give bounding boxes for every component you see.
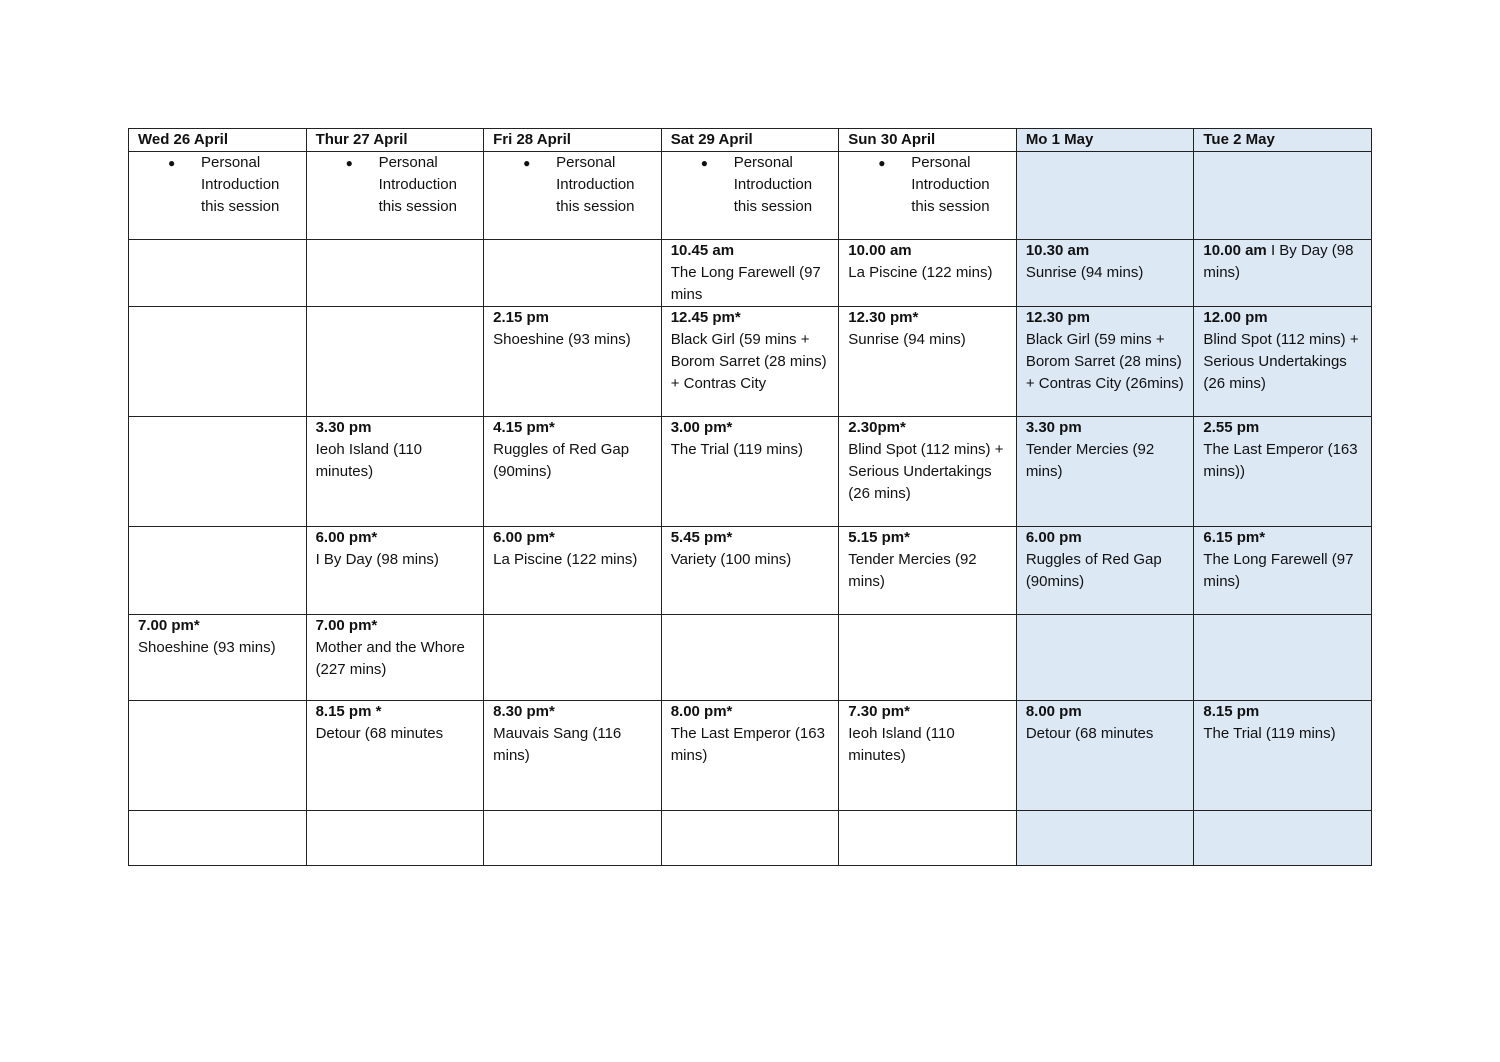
schedule-cell xyxy=(484,417,662,527)
screening-time: 8.15 pm xyxy=(1203,703,1260,720)
film-title: The Last Emperor (163 mins)) xyxy=(1203,441,1358,480)
film-title: Variety (100 mins) xyxy=(670,551,792,568)
schedule-cell xyxy=(306,417,484,527)
film-title: La Piscine (122 mins) xyxy=(848,264,993,281)
schedule-cell xyxy=(1194,240,1372,307)
film-title: Shoeshine (93 mins) xyxy=(138,639,276,656)
film-title: Ruggles of Red Gap (90mins) xyxy=(493,441,630,480)
screening-time: 3.30 pm xyxy=(315,419,372,436)
schedule-cell xyxy=(839,152,1017,240)
film-title: Ruggles of Red Gap (90mins) xyxy=(1025,551,1162,590)
schedule-cell xyxy=(1016,811,1194,866)
schedule-cell xyxy=(1016,152,1194,240)
film-title: I By Day (98 mins) xyxy=(1203,242,1354,281)
screening-time: 6.15 pm* xyxy=(1203,529,1266,546)
film-title: Mother and the Whore (227 mins) xyxy=(315,639,465,678)
schedule-cell xyxy=(661,240,839,307)
film-title: Black Girl (59 mins + Borom Sarret (28 mins) + Contras City (26mins) xyxy=(1025,331,1184,392)
screening-time: 10.00 am xyxy=(848,242,912,259)
schedule-cell xyxy=(1016,701,1194,811)
day-header: Wed 26 April xyxy=(129,129,307,152)
film-title: The Last Emperor (163 mins) xyxy=(670,725,825,764)
schedule-cell xyxy=(1016,527,1194,615)
schedule-cell xyxy=(1194,615,1372,701)
schedule-cell xyxy=(839,240,1017,307)
schedule-cell xyxy=(1194,307,1372,417)
screening-time: 10.45 am xyxy=(670,242,735,259)
schedule-cell xyxy=(129,527,307,615)
screening-time: 5.45 pm* xyxy=(670,529,733,546)
bullet-text: Personal Introduction this session xyxy=(201,154,280,215)
bullet-item xyxy=(848,152,1007,218)
schedule-cell xyxy=(661,307,839,417)
schedule-cell xyxy=(839,527,1017,615)
screening-time: 6.00 pm* xyxy=(493,529,555,546)
schedule-cell xyxy=(484,527,662,615)
schedule-cell xyxy=(306,615,484,701)
table-row xyxy=(129,307,1372,417)
film-title: Ieoh Island (110 minutes) xyxy=(315,441,423,480)
schedule-cell xyxy=(484,307,662,417)
schedule-cell xyxy=(129,307,307,417)
film-schedule-table xyxy=(128,128,1372,866)
schedule-cell xyxy=(1194,701,1372,811)
schedule-cell xyxy=(1016,417,1194,527)
schedule-cell xyxy=(306,811,484,866)
screening-time: 5.15 pm* xyxy=(848,529,910,546)
schedule-cell xyxy=(839,615,1017,701)
film-title: Tender Mercies (92 mins) xyxy=(1025,441,1155,480)
schedule-cell xyxy=(129,152,307,240)
bullet-item xyxy=(138,152,297,218)
schedule-cell xyxy=(661,615,839,701)
schedule-cell xyxy=(661,417,839,527)
film-title: Tender Mercies (92 mins) xyxy=(848,551,977,590)
schedule-cell xyxy=(484,615,662,701)
screening-time: 6.00 pm xyxy=(1025,529,1082,546)
screening-time: 4.15 pm* xyxy=(493,419,555,436)
day-header: Sat 29 April xyxy=(661,129,839,152)
schedule-cell xyxy=(1194,527,1372,615)
schedule-cell xyxy=(1194,417,1372,527)
table-row xyxy=(129,152,1372,240)
schedule-cell xyxy=(484,701,662,811)
film-title: I By Day (98 mins) xyxy=(315,551,439,568)
bullet-text: Personal Introduction this session xyxy=(733,154,813,215)
day-header: Thur 27 April xyxy=(306,129,484,152)
schedule-cell xyxy=(1016,307,1194,417)
day-header: Tue 2 May xyxy=(1194,129,1372,152)
schedule-cell xyxy=(1194,811,1372,866)
schedule-cell xyxy=(1016,240,1194,307)
schedule-cell xyxy=(129,240,307,307)
bullet-item xyxy=(493,152,652,218)
screening-time: 2.30pm* xyxy=(848,419,906,436)
screening-time: 8.30 pm* xyxy=(493,703,555,720)
table-row xyxy=(129,240,1372,307)
schedule-cell xyxy=(306,152,484,240)
screening-time: 3.30 pm xyxy=(1025,419,1082,436)
schedule-cell xyxy=(839,417,1017,527)
film-title: Sunrise (94 mins) xyxy=(848,331,966,348)
bullet-icon: ● xyxy=(878,156,886,170)
schedule-cell xyxy=(306,527,484,615)
film-title: Detour (68 minutes xyxy=(1025,725,1154,742)
schedule-cell xyxy=(1194,152,1372,240)
screening-time: 12.45 pm* xyxy=(670,309,741,326)
screening-time: 12.00 pm xyxy=(1203,309,1268,326)
bullet-item xyxy=(316,152,475,218)
screening-time: 12.30 pm* xyxy=(848,309,919,326)
screening-time: 7.30 pm* xyxy=(848,703,910,720)
schedule-cell xyxy=(129,701,307,811)
table-row xyxy=(129,527,1372,615)
screening-time: 10.30 am xyxy=(1025,242,1090,259)
film-title: Shoeshine (93 mins) xyxy=(493,331,631,348)
day-header: Fri 28 April xyxy=(484,129,662,152)
film-title: The Long Farewell (97 mins) xyxy=(1203,551,1354,590)
screening-time: 8.15 pm * xyxy=(315,703,382,720)
schedule-cell xyxy=(1016,615,1194,701)
film-title: Detour (68 minutes xyxy=(315,725,444,742)
bullet-icon: ● xyxy=(523,156,531,170)
bullet-icon: ● xyxy=(700,156,708,170)
bullet-icon: ● xyxy=(345,156,353,170)
day-header: Mo 1 May xyxy=(1016,129,1194,152)
schedule-cell xyxy=(661,701,839,811)
bullet-icon: ● xyxy=(168,156,176,170)
bullet-text: Personal Introduction this session xyxy=(556,154,635,215)
screening-time: 10.00 am xyxy=(1203,242,1267,259)
bullet-text: Personal Introduction this session xyxy=(911,154,990,215)
screening-time: 6.00 pm* xyxy=(315,529,378,546)
schedule-cell xyxy=(839,811,1017,866)
header-row xyxy=(129,129,1372,152)
screening-time: 7.00 pm* xyxy=(138,617,200,634)
schedule-cell xyxy=(129,615,307,701)
screening-time: 12.30 pm xyxy=(1025,309,1091,326)
screening-time: 8.00 pm xyxy=(1025,703,1082,720)
table-row xyxy=(129,417,1372,527)
screening-time: 2.15 pm xyxy=(493,309,549,326)
screening-time: 8.00 pm* xyxy=(670,703,733,720)
schedule-cell xyxy=(839,701,1017,811)
schedule-cell xyxy=(306,240,484,307)
film-title: Mauvais Sang (116 mins) xyxy=(493,725,622,764)
schedule-cell xyxy=(661,527,839,615)
film-title: Sunrise (94 mins) xyxy=(1025,264,1144,281)
film-title: La Piscine (122 mins) xyxy=(493,551,638,568)
film-title: Blind Spot (112 mins) + Serious Undertakings (26 mins) xyxy=(848,441,1004,502)
film-title: Blind Spot (112 mins) + Serious Undertakings (26 mins) xyxy=(1203,331,1359,392)
film-title: The Trial (119 mins) xyxy=(1203,725,1336,742)
schedule-cell xyxy=(484,152,662,240)
screening-time: 3.00 pm* xyxy=(670,419,733,436)
schedule-cell xyxy=(839,307,1017,417)
film-title: Ieoh Island (110 minutes) xyxy=(848,725,955,764)
schedule-cell xyxy=(661,152,839,240)
table-row xyxy=(129,615,1372,701)
film-title: The Long Farewell (97 mins xyxy=(670,264,821,303)
schedule-cell xyxy=(129,811,307,866)
schedule-cell xyxy=(661,811,839,866)
screening-time: 2.55 pm xyxy=(1203,419,1260,436)
schedule-cell xyxy=(484,240,662,307)
film-title: Black Girl (59 mins + Borom Sarret (28 mins) + Contras City xyxy=(670,331,827,392)
day-header: Sun 30 April xyxy=(839,129,1017,152)
schedule-cell xyxy=(306,701,484,811)
schedule-cell xyxy=(129,417,307,527)
table-row xyxy=(129,701,1372,811)
bullet-text: Personal Introduction this session xyxy=(378,154,457,215)
screening-time: 7.00 pm* xyxy=(315,617,378,634)
schedule-cell xyxy=(484,811,662,866)
film-title: The Trial (119 mins) xyxy=(670,441,803,458)
schedule-cell xyxy=(306,307,484,417)
table-row xyxy=(129,811,1372,866)
bullet-item xyxy=(671,152,830,218)
